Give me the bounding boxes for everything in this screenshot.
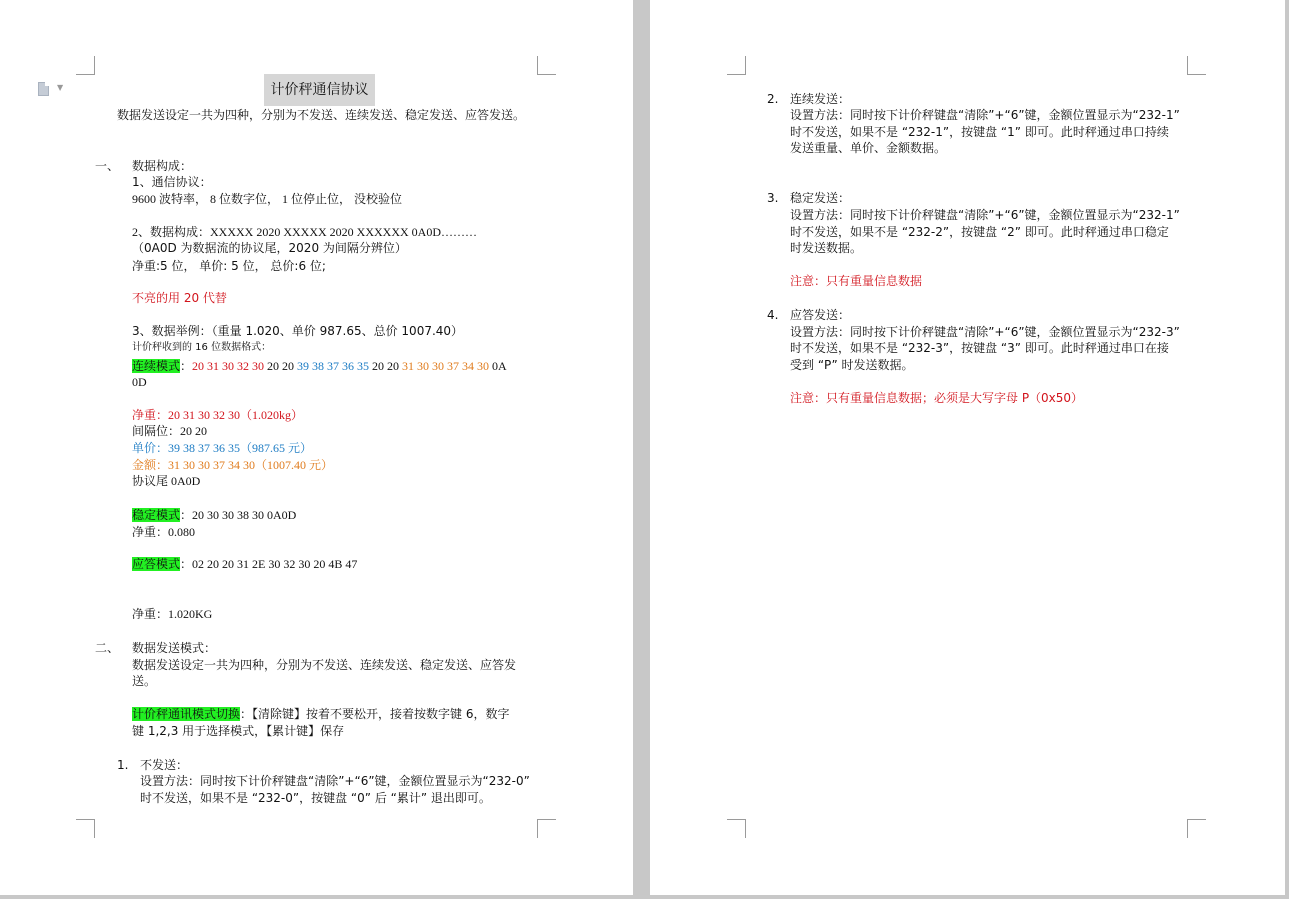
- margin-mark-top-left: [727, 56, 746, 75]
- unit-price-line: 单价：39 38 37 36 35（987.65 元）: [132, 441, 313, 455]
- margin-mark-bottom-right: [1187, 819, 1206, 838]
- answer-mode-data: ：02 20 20 31 2E 30 32 30 20 4B 47: [180, 557, 358, 571]
- section2-number: 二、: [95, 641, 120, 655]
- continuous-mode-label: 连续模式: [132, 359, 181, 373]
- answer-mode-line: [132, 556, 357, 572]
- mode-switch-text-1: ：【清除键】按着不要松开，接着按数字键 6，数字: [240, 707, 510, 721]
- section1-number: 一、: [95, 159, 120, 173]
- document-title: 计价秤通信协议: [264, 74, 375, 106]
- item1-title: 不发送：: [140, 758, 189, 772]
- stable-mode-data: ：20 30 30 38 30 0A0D: [180, 508, 297, 522]
- continuous-gap-2: 20 20: [369, 359, 403, 373]
- data-structure-label: 2、数据构成：XXXXX 2020 XXXXX 2020 XXXXXX 0A0D………: [132, 225, 477, 239]
- dropdown-arrow-icon[interactable]: ▼: [57, 83, 64, 92]
- gap-line: 间隔位：20 20: [132, 424, 208, 438]
- margin-mark-top-left: [76, 56, 95, 75]
- item3-text-3: 时发送数据。: [790, 241, 863, 255]
- continuous-weight-bytes: 20 31 30 32 30: [192, 359, 265, 373]
- margin-mark-bottom-left: [727, 819, 746, 838]
- continuous-tail-2: 0D: [132, 375, 147, 389]
- mode-switch-label: 计价秤通讯模式切换: [132, 707, 241, 721]
- net-weight-line: 净重：20 31 30 32 30（1.020kg）: [132, 408, 304, 422]
- continuous-price-bytes: 39 38 37 36 35: [297, 359, 370, 373]
- item3-text-1: 设置方法：同时按下计价秤键盘“清除”+“6”键，金额位置显示为“232-1”: [790, 208, 1180, 222]
- item3-number: 3.: [767, 191, 779, 205]
- section2-text-2: 送。: [132, 674, 157, 688]
- margin-mark-bottom-left: [76, 819, 95, 838]
- item4-number: 4.: [767, 308, 779, 322]
- item2-number: 2.: [767, 92, 779, 106]
- protocol-tail-line: 协议尾 0A0D: [132, 474, 201, 488]
- margin-mark-bottom-right: [537, 819, 556, 838]
- field-widths: 净重:5 位， 单价: 5 位， 总价:6 位;: [132, 259, 326, 273]
- continuous-mode-line: [132, 358, 507, 374]
- item3-title: 稳定发送：: [790, 191, 851, 205]
- item1-text-2: 时不发送，如果不是 “232-0”，按键盘 “0” 后 “累计” 退出即可。: [140, 791, 491, 805]
- example-subtitle: 计价秤收到的 16 位数据格式：: [132, 342, 272, 353]
- margin-mark-top-right: [537, 56, 556, 75]
- continuous-gap-1: 20 20: [264, 359, 298, 373]
- item2-text-1: 设置方法：同时按下计价秤键盘“清除”+“6”键，金额位置显示为“232-1”: [790, 108, 1180, 122]
- item3-text-2: 时不发送，如果不是 “232-2”，按键盘 “2” 即可。此时秤通过串口稳定: [790, 225, 1169, 239]
- continuous-amount-bytes: 31 30 30 37 34 30: [402, 359, 490, 373]
- data-structure-note: （0A0D 为数据流的协议尾，2020 为间隔分辨位）: [132, 241, 407, 255]
- item4-text-2: 时不发送，如果不是 “232-3”，按键盘 “3” 即可。此时秤通过串口在接: [790, 341, 1169, 355]
- stable-mode-line: [132, 507, 296, 523]
- section2-heading: 数据发送模式：: [132, 641, 217, 655]
- mode-switch-text-2: 键 1,2,3 用于选择模式，【累计键】保存: [132, 724, 345, 738]
- item4-text-3: 受到 “P” 时发送数据。: [790, 358, 914, 372]
- answer-mode-label: 应答模式: [132, 557, 181, 571]
- item4-title: 应答发送：: [790, 308, 851, 322]
- item2-text-2: 时不发送，如果不是 “232-1”，按键盘 “1” 即可。此时秤通过串口持续: [790, 125, 1169, 139]
- intro-text: 数据发送设定一共为四种，分别为不发送、连续发送、稳定发送、应答发送。: [117, 108, 526, 122]
- item1-text-1: 设置方法：同时按下计价秤键盘“清除”+“6”键，金额位置显示为“232-0”: [140, 774, 530, 788]
- comm-protocol-label: 1、通信协议：: [132, 175, 212, 189]
- stable-net-weight: 净重：0.080: [132, 525, 196, 539]
- item2-title: 连续发送：: [790, 92, 851, 106]
- item1-number: 1.: [117, 758, 129, 772]
- item4-note: 注意：只有重量信息数据；必须是大写字母 P（0x50）: [790, 391, 1084, 405]
- mode-switch-line: [132, 706, 509, 722]
- stable-mode-label: 稳定模式: [132, 508, 181, 522]
- amount-line: 金额：31 30 30 37 34 30（1007.40 元）: [132, 458, 334, 472]
- document-page-1: [0, 0, 633, 895]
- item3-note: 注意：只有重量信息数据: [790, 274, 923, 288]
- continuous-sep: ：: [180, 359, 193, 373]
- red-note: 不亮的用 20 代替: [132, 291, 227, 305]
- comm-protocol-text: 9600 波特率， 8 位数字位， 1 位停止位， 没校验位: [132, 192, 403, 206]
- item4-text-1: 设置方法：同时按下计价秤键盘“清除”+“6”键，金额位置显示为“232-3”: [790, 325, 1180, 339]
- document-page-2: [650, 0, 1285, 895]
- margin-mark-top-right: [1187, 56, 1206, 75]
- section1-heading: 数据构成：: [132, 159, 193, 173]
- example-label: 3、数据举例：（重量 1.020、单价 987.65、总价 1007.40）: [132, 324, 464, 338]
- document-icon[interactable]: [38, 82, 49, 96]
- item2-text-3: 发送重量、单价、金额数据。: [790, 141, 947, 155]
- continuous-tail: 0A: [489, 359, 507, 373]
- section2-text-1: 数据发送设定一共为四种，分别为不发送、连续发送、稳定发送、应答发: [132, 658, 517, 672]
- answer-net-weight: 净重：1.020KG: [132, 607, 213, 621]
